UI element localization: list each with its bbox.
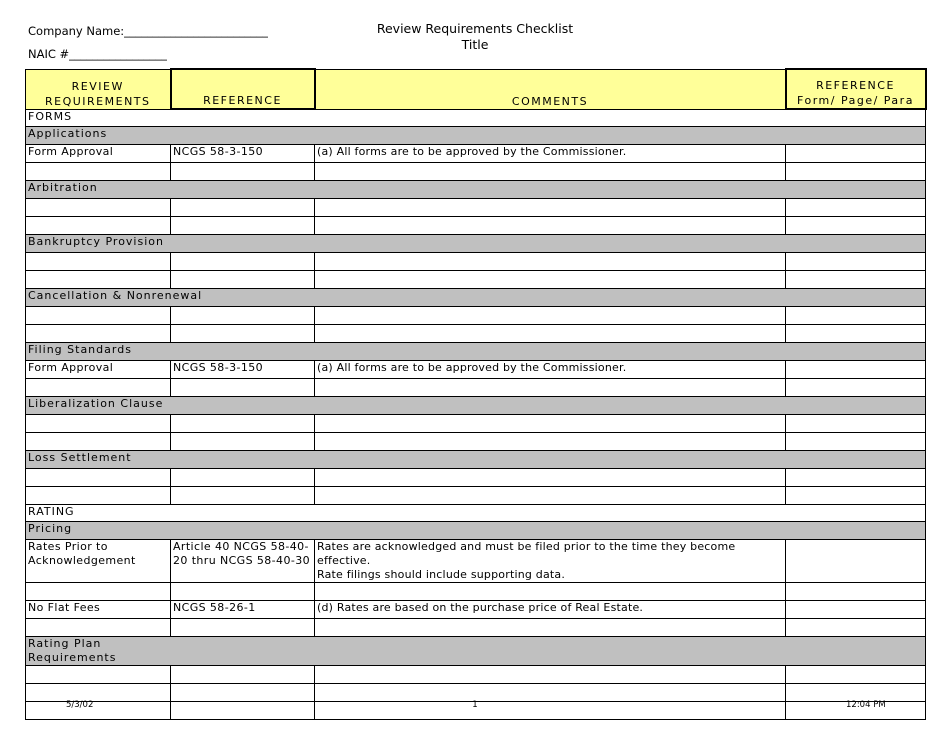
- comments-cell: [315, 618, 786, 636]
- form-reference-cell: [786, 468, 926, 486]
- comments-cell: [315, 252, 786, 270]
- section-label: Rating Plan Requirements: [26, 636, 926, 665]
- reference-cell: [171, 216, 315, 234]
- section-header-row: [26, 180, 926, 198]
- requirement-cell: [26, 432, 171, 450]
- table-row: [26, 600, 926, 618]
- section-header-row: [26, 288, 926, 306]
- footer-page-number: 1: [472, 700, 478, 710]
- form-reference-cell: [786, 198, 926, 216]
- requirement-cell: [26, 378, 171, 396]
- form-reference-cell: [786, 378, 926, 396]
- reference-cell: Article 40 NCGS 58-40- 20 thru NCGS 58-40-30: [171, 539, 315, 582]
- requirement-cell: [26, 618, 171, 636]
- review-checklist-table: [25, 68, 927, 720]
- comments-cell: [315, 468, 786, 486]
- requirement-cell: No Flat Fees: [26, 600, 171, 618]
- reference-cell: NCGS 58-26-1: [171, 600, 315, 618]
- reference-cell: [171, 270, 315, 288]
- form-reference-cell: [786, 360, 926, 378]
- form-reference-cell: [786, 683, 926, 701]
- category-header-row: [26, 109, 926, 126]
- form-reference-cell: [786, 432, 926, 450]
- table-row: [26, 360, 926, 378]
- form-reference-cell: [786, 665, 926, 683]
- form-reference-cell: [786, 324, 926, 342]
- naic-number-field: NAIC #_________________: [28, 47, 167, 61]
- table-row: [26, 216, 926, 234]
- table-row: [26, 414, 926, 432]
- requirement-cell: [26, 270, 171, 288]
- footer-time: 12:04 PM: [846, 700, 886, 710]
- table-row: [26, 432, 926, 450]
- reference-cell: [171, 198, 315, 216]
- comments-cell: [315, 198, 786, 216]
- section-label: Liberalization Clause: [26, 396, 926, 414]
- form-reference-cell: [786, 252, 926, 270]
- form-reference-cell: [786, 216, 926, 234]
- column-header-reference: REFERENCE: [171, 69, 315, 109]
- table-row: [26, 378, 926, 396]
- requirement-cell: [26, 324, 171, 342]
- section-label: Loss Settlement: [26, 450, 926, 468]
- comments-cell: [315, 582, 786, 600]
- requirement-cell: [26, 216, 171, 234]
- table-row: [26, 252, 926, 270]
- form-reference-cell: [786, 618, 926, 636]
- comments-cell: [315, 665, 786, 683]
- form-reference-cell: [786, 306, 926, 324]
- section-header-row: [26, 636, 926, 665]
- form-reference-cell: [786, 162, 926, 180]
- table-row: [26, 270, 926, 288]
- form-reference-cell: [786, 270, 926, 288]
- table-row: [26, 306, 926, 324]
- comments-cell: [315, 432, 786, 450]
- comments-cell: (a) All forms are to be approved by the Commissioner.: [315, 360, 786, 378]
- comments-cell: [315, 486, 786, 504]
- comments-cell: [315, 683, 786, 701]
- section-header-row: [26, 450, 926, 468]
- comments-cell: [315, 324, 786, 342]
- reference-cell: [171, 414, 315, 432]
- section-header-row: [26, 396, 926, 414]
- comments-cell: [315, 270, 786, 288]
- table-row: [26, 162, 926, 180]
- table-row: [26, 539, 926, 582]
- form-reference-cell: [786, 539, 926, 582]
- reference-cell: [171, 378, 315, 396]
- table-row: [26, 618, 926, 636]
- reference-cell: NCGS 58-3-150: [171, 144, 315, 162]
- document-subtitle: Title: [461, 37, 489, 52]
- requirement-cell: [26, 306, 171, 324]
- requirement-cell: [26, 414, 171, 432]
- requirement-cell: Form Approval: [26, 360, 171, 378]
- section-label: Pricing: [26, 521, 926, 539]
- form-reference-cell: [786, 144, 926, 162]
- form-reference-cell: [786, 414, 926, 432]
- requirement-cell: Rates Prior to Acknowledgement: [26, 539, 171, 582]
- form-reference-cell: [786, 600, 926, 618]
- comments-cell: Rates are acknowledged and must be filed prior to the time they become effective. Rate filings should include supporting data.: [315, 539, 786, 582]
- requirement-cell: [26, 252, 171, 270]
- category-label: FORMS: [26, 109, 926, 126]
- reference-cell: [171, 252, 315, 270]
- section-header-row: [26, 126, 926, 144]
- table-row: [26, 582, 926, 600]
- comments-cell: [315, 378, 786, 396]
- section-label: Arbitration: [26, 180, 926, 198]
- requirement-cell: [26, 665, 171, 683]
- comments-cell: [315, 306, 786, 324]
- requirement-cell: [26, 582, 171, 600]
- reference-cell: NCGS 58-3-150: [171, 360, 315, 378]
- company-name-field: Company Name:_________________________: [28, 24, 268, 38]
- section-label: Applications: [26, 126, 926, 144]
- comments-cell: (d) Rates are based on the purchase price of Real Estate.: [315, 600, 786, 618]
- reference-cell: [171, 324, 315, 342]
- requirement-cell: [26, 468, 171, 486]
- comments-cell: [315, 162, 786, 180]
- requirement-cell: [26, 162, 171, 180]
- column-header-row: [26, 69, 926, 109]
- comments-cell: [315, 216, 786, 234]
- section-label: Bankruptcy Provision: [26, 234, 926, 252]
- reference-cell: [171, 486, 315, 504]
- reference-cell: [171, 162, 315, 180]
- table-row: [26, 665, 926, 683]
- table-row: [26, 683, 926, 701]
- table-row: [26, 468, 926, 486]
- column-header-review-requirements: REVIEW REQUIREMENTS: [26, 69, 171, 109]
- column-header-comments: COMMENTS: [315, 69, 786, 109]
- reference-cell: [171, 582, 315, 600]
- reference-cell: [171, 665, 315, 683]
- reference-cell: [171, 468, 315, 486]
- table-row: [26, 324, 926, 342]
- reference-cell: [171, 306, 315, 324]
- form-reference-cell: [786, 582, 926, 600]
- requirement-cell: [26, 486, 171, 504]
- table-row: [26, 144, 926, 162]
- section-header-row: [26, 342, 926, 360]
- requirement-cell: [26, 198, 171, 216]
- footer-date: 5/3/02: [66, 700, 94, 710]
- comments-cell: [315, 414, 786, 432]
- reference-cell: [171, 618, 315, 636]
- column-header-reference-form-page-para: REFERENCE Form/ Page/ Para: [786, 69, 926, 109]
- document-title: Review Requirements Checklist: [376, 21, 574, 36]
- section-label: Cancellation & Nonrenewal: [26, 288, 926, 306]
- comments-cell: (a) All forms are to be approved by the Commissioner.: [315, 144, 786, 162]
- reference-cell: [171, 683, 315, 701]
- form-reference-cell: [786, 486, 926, 504]
- category-label: RATING: [26, 504, 926, 521]
- requirement-cell: Form Approval: [26, 144, 171, 162]
- section-header-row: [26, 234, 926, 252]
- table-row: [26, 486, 926, 504]
- section-label: Filing Standards: [26, 342, 926, 360]
- table-row: [26, 198, 926, 216]
- reference-cell: [171, 432, 315, 450]
- requirement-cell: [26, 683, 171, 701]
- section-header-row: [26, 521, 926, 539]
- category-header-row: [26, 504, 926, 521]
